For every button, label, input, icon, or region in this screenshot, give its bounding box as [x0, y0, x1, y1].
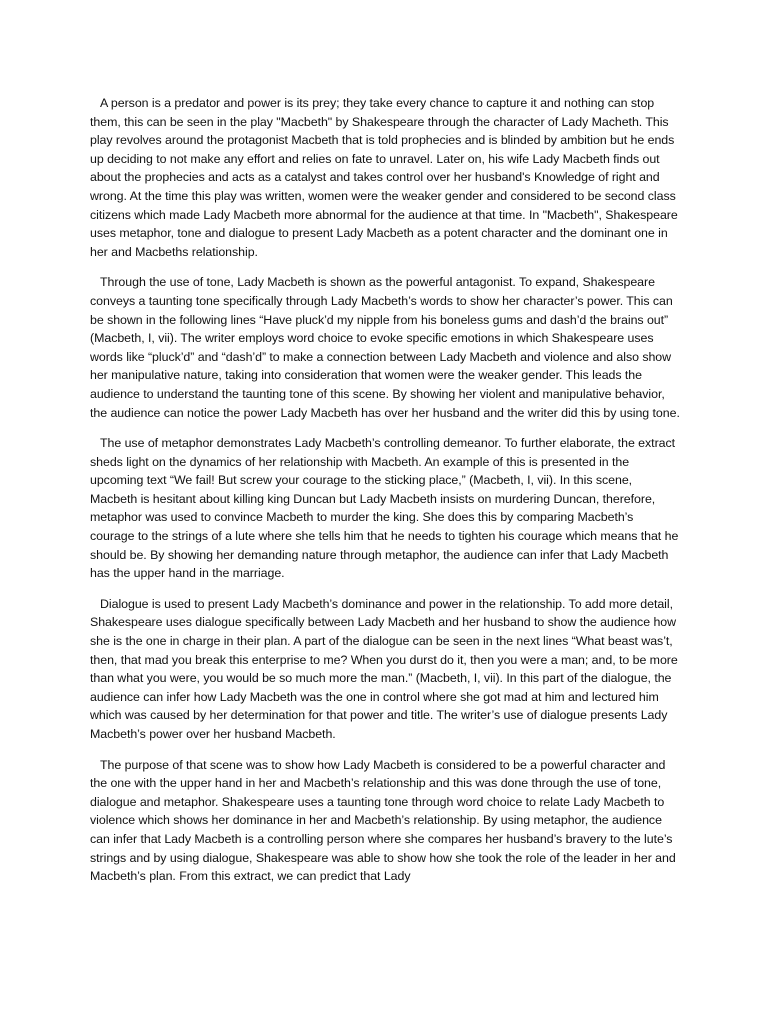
paragraph-dialogue: Dialogue is used to present Lady Macbeth’s dominance and power in the relationship. To add more detail, Shakespeare uses dialogue specifically between Lady Macbeth and her husband to show the audience how she is the one in charge in their plan. A part of the dialogue can be seen in the next lines “What beast was’t, then, that mad you break this enterprise to me? When you durst do it, then you were a man; and, to be more than what you were, you would be so much more the man.” (Macbeth, I, vii). In this part of the dialogue, the audience can infer how Lady Macbeth was the one in control where she got mad at him and lectured him which was caused by her determination for that power and title. The writer’s use of dialogue presents Lady Macbeth’s power over her husband Macbeth.	[90, 596, 678, 741]
paragraph-tone: Through the use of tone, Lady Macbeth is shown as the powerful antagonist. To expand, Shakespeare conveys a taunting tone specifically through Lady Macbeth’s words to show her character’s power. This can be shown in the following lines “Have pluck’d my nipple from his boneless gums and dash’d the brains out” (Macbeth, I, vii). The writer employs word choice to evoke specific emotions in which Shakespeare uses words like “pluck’d” and “dash’d” to make a connection between Lady Macbeth and violence and also show her manipulative nature, taking into consideration that women were the weaker gender. This leads the audience to understand the taunting tone of this scene. By showing her violent and manipulative behavior, the audience can notice the power Lady Macbeth has over her husband and the writer did this by using tone.	[90, 275, 680, 420]
essay-page	[90, 94, 680, 898]
paragraph-metaphor: The use of metaphor demonstrates Lady Macbeth’s controlling demeanor. To further elaborate, the extract sheds light on the dynamics of her relationship with Macbeth. An example of this is presented in the upcoming text “We fail! But screw your courage to the sticking place,” (Macbeth, I, vii). In this scene, Macbeth is hesitant about killing king Duncan but Lady Macbeth insists on murdering Duncan, therefore, metaphor was used to convince Macbeth to murder the king. She does this by comparing Macbeth’s courage to the strings of a lute where she tells him that he needs to tighten his courage which means that he should be. By showing her demanding nature through metaphor, the audience can infer that Lady Macbeth has the upper hand in the marriage.	[90, 436, 679, 581]
paragraph-conclusion: The purpose of that scene was to show how Lady Macbeth is considered to be a powerful character and the one with the upper hand in her and Macbeth’s relationship and this was done through the use of tone, dialogue and metaphor. Shakespeare uses a taunting tone through word choice to relate Lady Macbeth to violence which shows her dominance in her and Macbeth’s relationship. By using metaphor, the audience can infer that Lady Macbeth is a controlling person where she compares her husband’s bravery to the lute’s strings and by using dialogue, Shakespeare was able to show how she took the role of the leader in her and Macbeth’s plan. From this extract, we can predict that Lady	[90, 757, 676, 884]
paragraph-introduction: A person is a predator and power is its prey; they take every chance to capture it and nothing can stop them, this can be seen in the play "Macbeth" by Shakespeare through the character of Lady Macheth. This play revolves around the protagonist Macbeth that is told prophecies and is blinded by ambition but he ends up deciding to not make any effort and relies on fate to unravel. Later on, his wife Lady Macbeth finds out about the prophecies and acts as a catalyst and takes control over her husband's Knowledge of right and wrong. At the time this play was written, women were the weaker gender and considered to be second class citizens which made Lady Macbeth more abnormal for the audience at that time. In "Macbeth", Shakespeare uses metaphor, tone and dialogue to present Lady Macbeth as a potent character and the dominant one in her and Macbeths relationship.	[90, 96, 678, 259]
